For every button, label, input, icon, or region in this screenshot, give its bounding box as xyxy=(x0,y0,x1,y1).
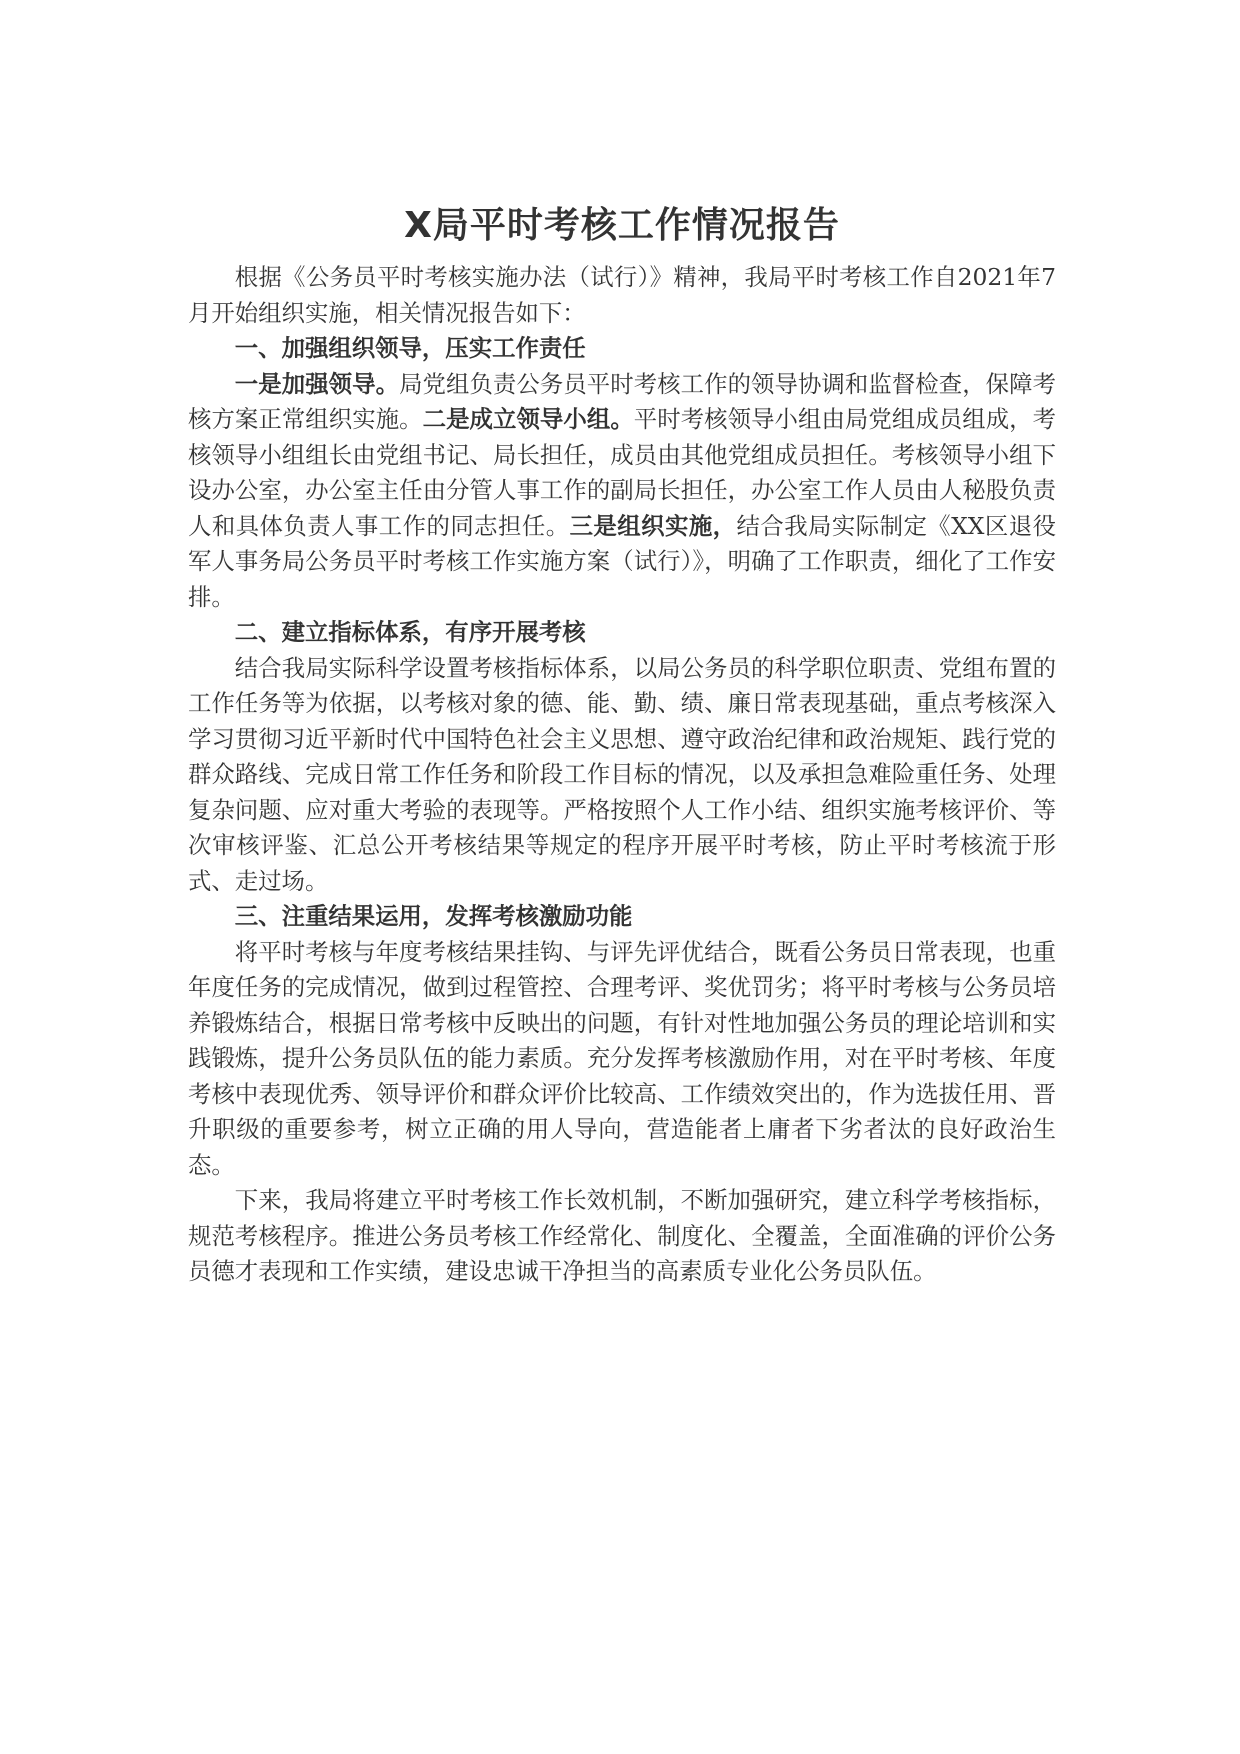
section-1-text-2: 平时考核领导小组由局党组成员组成，考核领导小组组长由党组书记、局长担任，成员由其他党组成员担任。考核领导小组下设办公室，办公室主任由分管人事工作的副局长担任，办公室工作人员由人秘股负责人和具体负责人事工作的同志担任。 xyxy=(188,405,1057,540)
intro-paragraph: 根据《公务员平时考核实施办法（试行）》精神，我局平时考核工作自2021年7月开始组织实施，相关情况报告如下： xyxy=(188,263,1056,327)
section-1-lead-3: 三是组织实施， xyxy=(569,511,737,540)
document-page xyxy=(188,198,1056,1290)
section-1-text-1: 局党组负责公务员平时考核工作的领导协调和监督检查，保障考核方案正常组织实施。 xyxy=(188,369,1057,433)
section-1-lead-1: 一是加强领导。 xyxy=(234,369,400,398)
section-3-heading: 三、注重结果运用，发挥考核激励功能 xyxy=(234,902,633,930)
section-1-text-3: 结合我局实际制定《XX区退役军人事务局公务员平时考核工作实施方案（试行）》，明确了工作职责，细化了工作安排。 xyxy=(188,511,1056,611)
closing-paragraph: 下来，我局将建立平时考核工作长效机制，不断加强研究，建立科学考核指标，规范考核程序。推进公务员考核工作经常化、制度化、全覆盖，全面准确的评价公务员德才表现和工作实绩，建设忠诚干净担当的高素质专业化公务员队伍。 xyxy=(188,1186,1056,1285)
section-2-heading: 二、建立指标体系，有序开展考核 xyxy=(234,618,586,646)
section-1-lead-2: 二是成立领导小组。 xyxy=(422,405,634,433)
section-1-paragraph xyxy=(188,367,1056,616)
section-3-paragraph: 将平时考核与年度考核结果挂钩、与评先评优结合，既看公务员日常表现，也重年度任务的完成情况，做到过程管控、合理考评、奖优罚劣；将平时考核与公务员培养锻炼结合，根据日常考核中反映出的问题，有针对性地加强公务员的理论培训和实践锻炼，提升公务员队伍的能力素质。充分发挥考核激励作用，对在平时考核、年度考核中表现优秀、领导评价和群众评价比较高、工作绩效突出的，作为选拔任用、晋升职级的重要参考，树立正确的用人导向，营造能者上庸者下劣者汰的良好政治生态。 xyxy=(188,937,1056,1179)
section-2-paragraph: 结合我局实际科学设置考核指标体系，以局公务员的科学职位职责、党组布置的工作任务等为依据，以考核对象的德、能、勤、绩、廉日常表现基础，重点考核深入学习贯彻习近平新时代中国特色社会主义思想、遵守政治纪律和政治规矩、践行党的群众路线、完成日常工作任务和阶段工作目标的情况，以及承担急难险重任务、处理复杂问题、应对重大考验的表现等。严格按照个人工作小结、组织实施考核评价、等次审核评鉴、汇总公开考核结果等规定的程序开展平时考核，防止平时考核流于形式、走过场。 xyxy=(188,653,1056,895)
section-1-heading: 一、加强组织领导，压实工作责任 xyxy=(234,334,586,362)
document-title: X局平时考核工作情况报告 xyxy=(404,205,840,246)
